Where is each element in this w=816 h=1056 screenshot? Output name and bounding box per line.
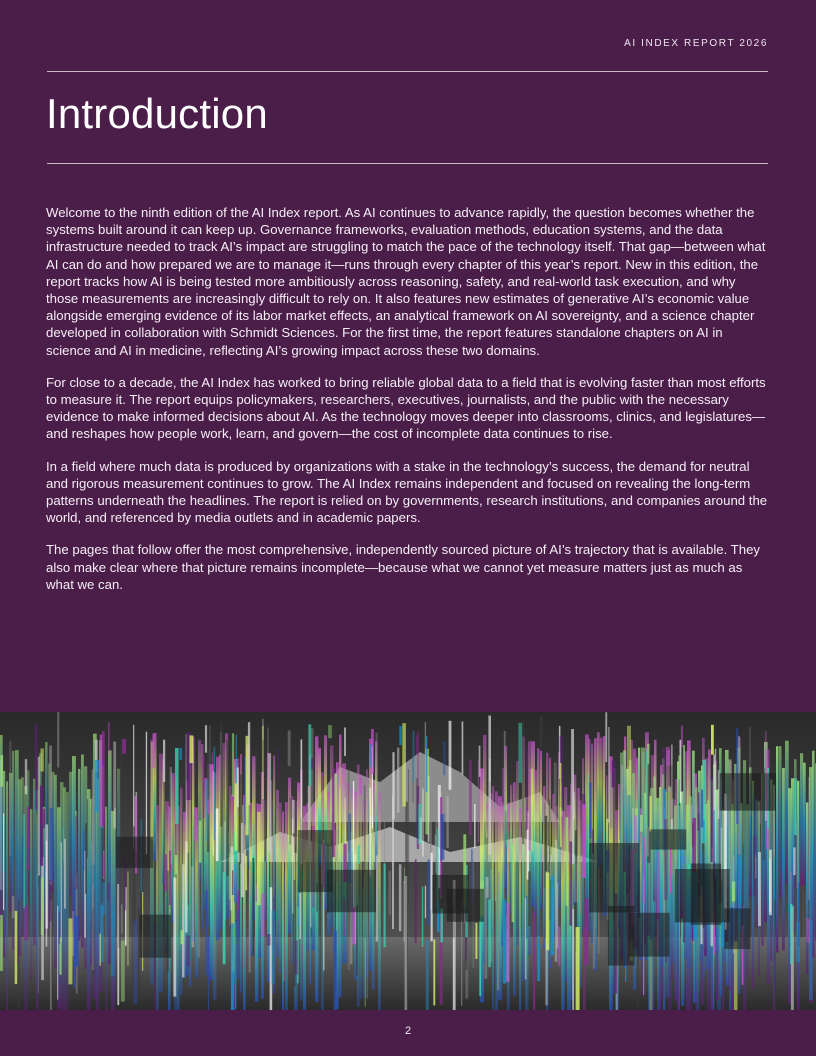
introduction-body (46, 204, 768, 608)
top-divider (47, 71, 768, 72)
paragraph-1: Welcome to the ninth edition of the AI Index report. As AI continues to advance rapidly, the question becomes whether the systems built around it can keep up. Governance frameworks, evaluation methods, education systems, and the data infrastructure needed to track AI’s impact are struggling to match the pace of the technology itself. That gap—between what AI can do and how prepared we are to manage it—runs through every chapter of this year’s report. New in this edition, the report tracks how AI is being tested more ambitiously across reasoning, safety, and real-world task execution, and why those measurements are increasingly difficult to rely on. It also features new estimates of generative AI’s economic value alongside emerging evidence of its labor market effects, an analytical framework on AI sovereignty, and a science chapter developed in collaboration with Schmidt Sciences. For the first time, the report features standalone chapters on AI in science and AI in medicine, reflecting AI’s growing impact across these two domains. (46, 205, 766, 358)
paragraph-4: The pages that follow offer the most comprehensive, independently sourced picture of AI’s trajectory that is available. They also make clear where that picture remains incomplete—because what we cannot yet measure matters just as much as what we can. (46, 542, 760, 592)
glitch-landscape-graphic (0, 712, 816, 1010)
paragraph-2: For close to a decade, the AI Index has worked to bring reliable global data to a field that is evolving faster than most efforts to measure it. The report equips policymakers, researchers, executives, journalists, and the public with the necessary evidence to make informed decisions about AI. As the technology moves deeper into classrooms, clinics, and legislatures—and reshapes how people work, learn, and govern—the cost of incomplete data continues to rise. (46, 374, 766, 442)
title-divider (47, 163, 768, 164)
page-number: 2 (404, 1025, 412, 1037)
report-header-label: AI INDEX REPORT 2026 (624, 38, 768, 49)
glitch-landscape-image (0, 712, 816, 1010)
page-title: Introduction (46, 90, 268, 137)
paragraph-3: In a field where much data is produced by organizations with a stake in the technology’s success, the demand for neutral and rigorous measurement continues to grow. The AI Index remains independent and focused on revealing the long-term patterns underneath the headlines. The report is relied on by governments, research institutions, and companies around the world, and referenced by media outlets and in academic papers. (46, 458, 768, 526)
